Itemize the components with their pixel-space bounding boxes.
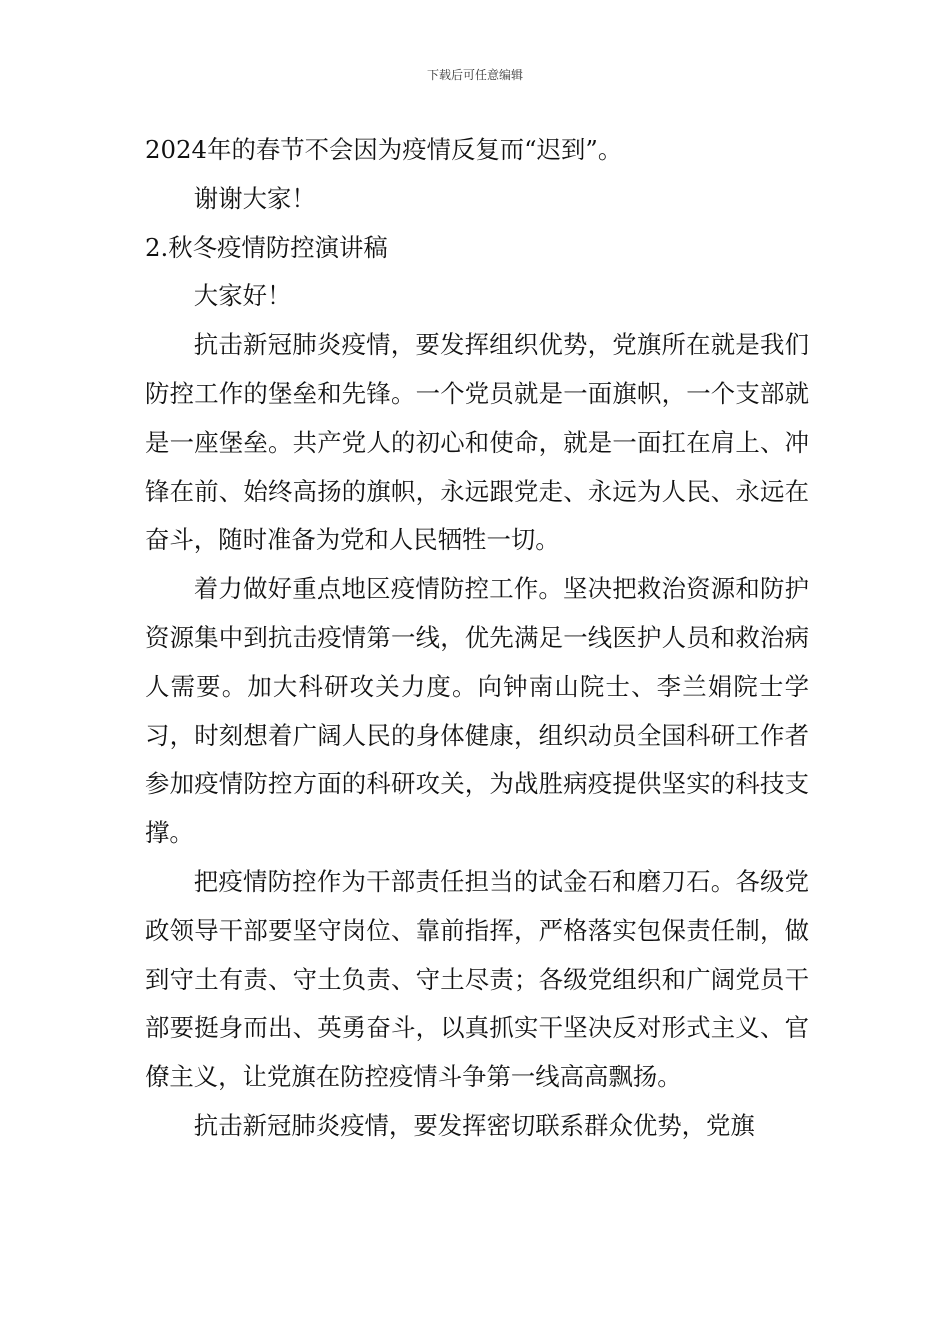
section-heading: 2.秋冬疫情防控演讲稿 [145,232,388,262]
document-body [145,126,809,1151]
paragraph: 2024年的春节不会因为疫情反复而“迟到”。 [145,135,623,164]
page-header: 下载后可任意编辑 [426,68,523,82]
paragraph: 抗击新冠肺炎疫情，要发挥组织优势，党旗所在就是我们防控工作的堡垒和先锋。一个党员就是一面旗帜，一个支部就是一座堡垒。共产党人的初心和使命，就是一面扛在肩上、冲锋在前、始终高扬的旗帜，永远跟党走、永远为人民、永远在奋斗，随时准备为党和人民牺牲一切。 [145,330,809,555]
paragraph: 着力做好重点地区疫情防控工作。坚决把救治资源和防护资源集中到抗击疫情第一线，优先满足一线医护人员和救治病人需要。加大科研攻关力度。向钟南山院士、李兰娟院士学习，时刻想着广阔人民的身体健康，组织动员全国科研工作者参加疫情防控方面的科研攻关，为战胜病疫提供坚实的科技支撑。 [145,574,809,848]
paragraph: 把疫情防控作为干部责任担当的试金石和磨刀石。各级党政领导干部要坚守岗位、靠前指挥，严格落实包保责任制，做到守土有责、守土负责、守土尽责；各级党组织和广阔党员干部要挺身而出、英勇奋斗，以真抓实干坚决反对形式主义、官僚主义，让党旗在防控疫情斗争第一线高高飘扬。 [145,866,809,1092]
paragraph: 大家好！ [193,281,292,311]
paragraph: 抗击新冠肺炎疫情，要发挥密切联系群众优势，党旗 [193,1110,755,1140]
paragraph: 谢谢大家！ [193,183,316,213]
